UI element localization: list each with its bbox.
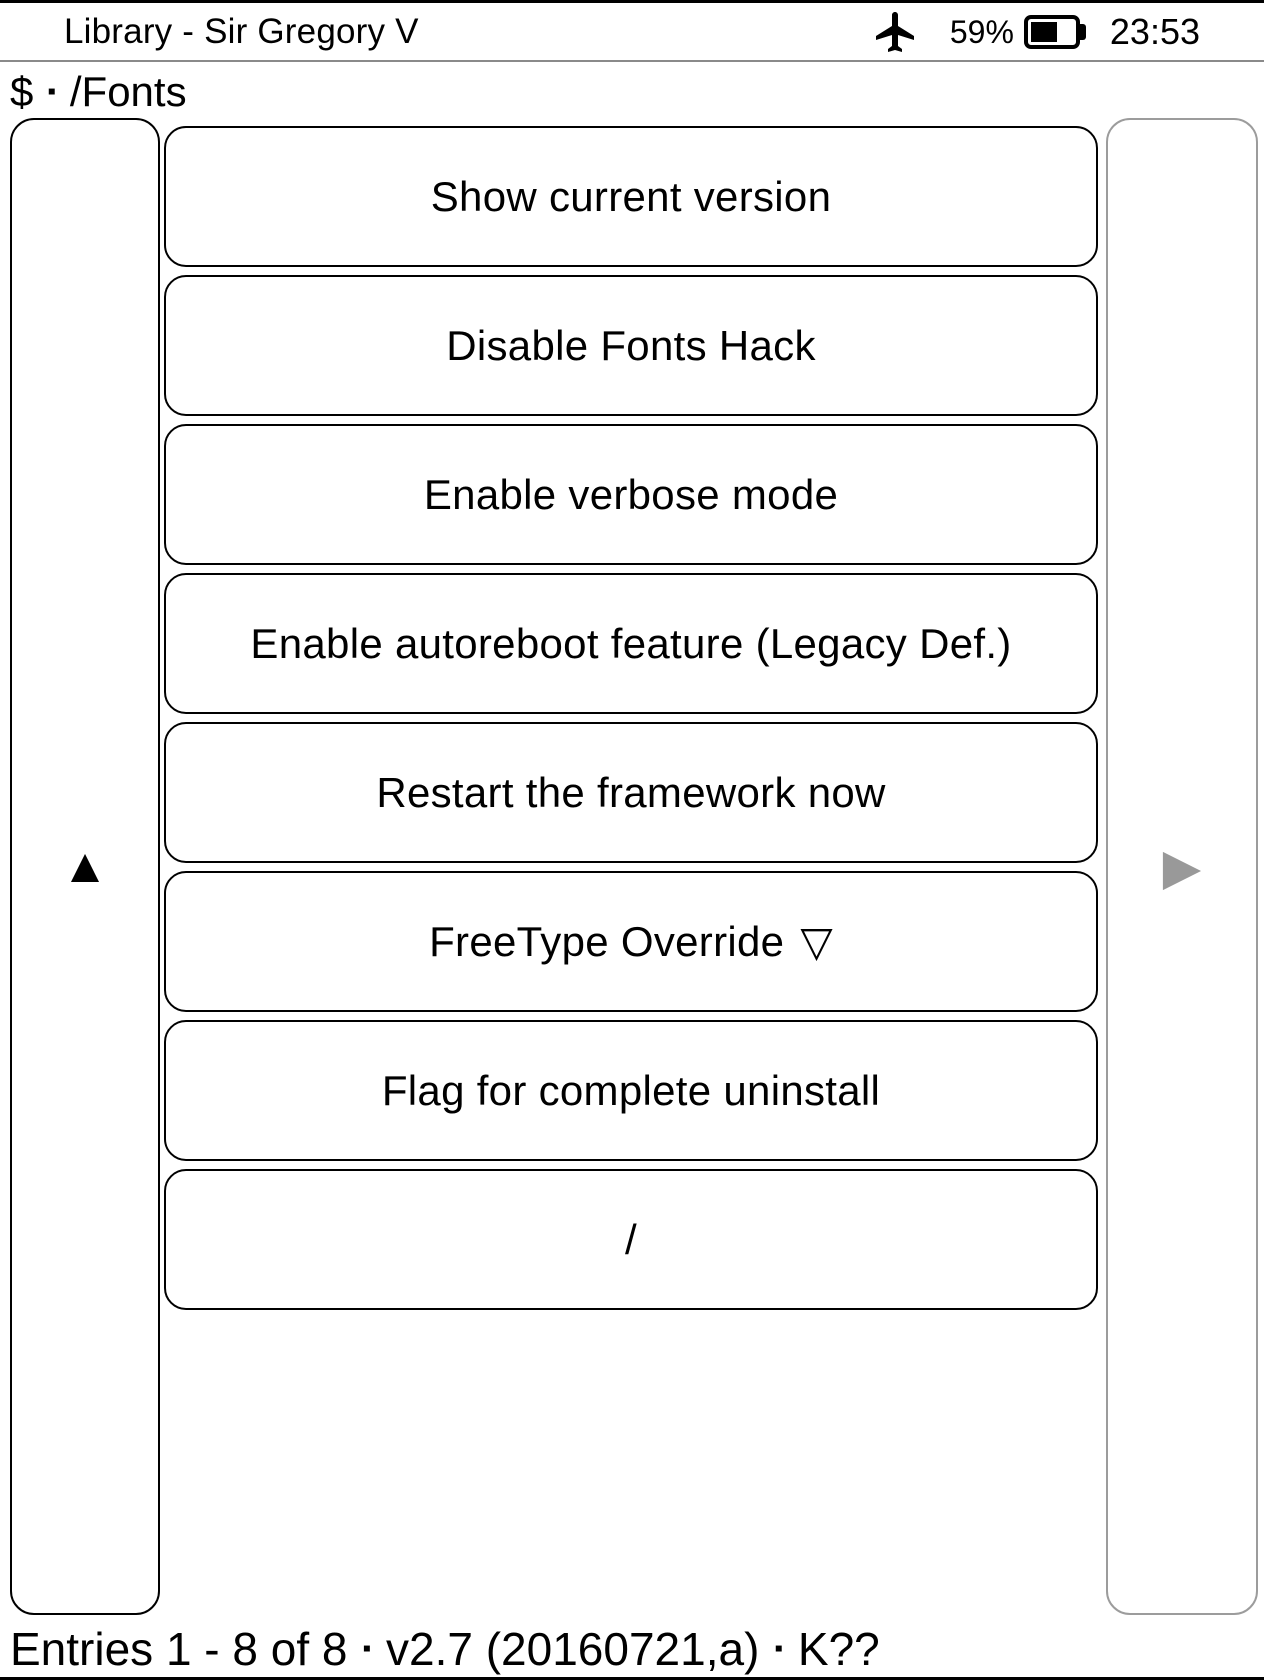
menu-item-show-version[interactable] <box>164 126 1098 267</box>
submenu-down-icon: ▽ <box>800 918 833 965</box>
entries-count: Entries 1 - 8 of 8 <box>10 1623 348 1675</box>
header-divider <box>0 60 1264 62</box>
page-next-panel[interactable] <box>1106 118 1258 1615</box>
menu-item-label: Restart the framework now <box>376 768 886 816</box>
device-model: K?? <box>797 1623 880 1675</box>
menu-item-label: Show current version <box>430 172 832 220</box>
breadcrumb <box>10 66 187 118</box>
airplane-mode-icon <box>872 8 920 56</box>
page-next-icon: ▶ <box>1162 838 1202 895</box>
menu-item-label: Enable autoreboot feature (Legacy Def.) <box>250 619 1012 667</box>
menu-item-root[interactable] <box>164 1169 1098 1310</box>
separator-square-icon: ▪ <box>47 78 56 105</box>
menu-item-disable-fonts-hack[interactable] <box>164 275 1098 416</box>
app-version: v2.7 (20160721,a) <box>386 1623 760 1675</box>
menu-item-label: / <box>625 1215 637 1263</box>
menu-item-autoreboot[interactable] <box>164 573 1098 714</box>
menu-item-label: FreeType Override <box>429 917 785 965</box>
separator-square-icon: ▪ <box>774 1635 783 1662</box>
separator-square-icon: ▪ <box>362 1635 372 1662</box>
menu-item-label: Enable verbose mode <box>423 470 839 518</box>
window-title: Library - Sir Gregory V <box>64 12 419 51</box>
status-line <box>10 1622 880 1676</box>
menu-item-verbose-mode[interactable] <box>164 424 1098 565</box>
shell-prompt: $ <box>10 68 34 115</box>
clock: 23:53 <box>1109 11 1200 52</box>
page-up-panel[interactable] <box>10 118 160 1615</box>
status-indicators <box>872 8 1200 56</box>
battery-icon <box>1024 15 1080 49</box>
menu-item-freetype-override[interactable] <box>164 871 1098 1012</box>
battery-percent: 59% <box>949 13 1014 50</box>
menu-item-label: Disable Fonts Hack <box>446 321 816 369</box>
status-bar <box>0 3 1264 61</box>
menu-item-label: Flag for complete uninstall <box>381 1066 881 1114</box>
menu-list <box>164 126 1098 1318</box>
current-path: /Fonts <box>69 68 187 115</box>
page-up-icon: ▲ <box>61 839 109 893</box>
battery-fill <box>1031 22 1057 42</box>
menu-item-flag-uninstall[interactable] <box>164 1020 1098 1161</box>
menu-item-restart-framework[interactable] <box>164 722 1098 863</box>
battery-nub <box>1079 24 1086 40</box>
